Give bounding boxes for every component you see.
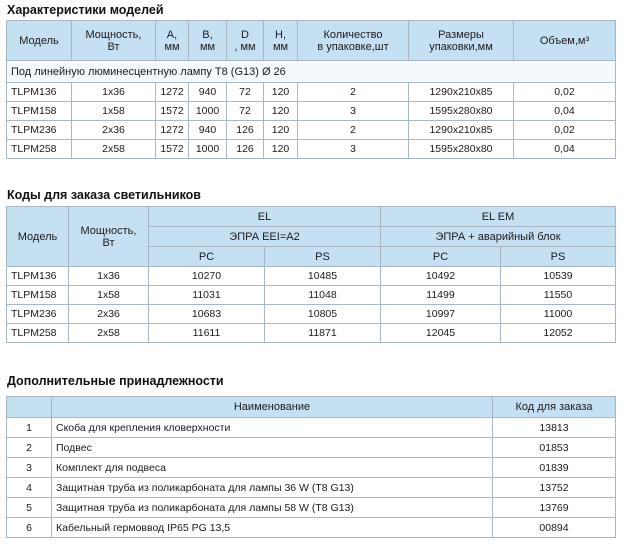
col-d-header: D , мм [227,21,264,61]
order-codes-section-title: Коды для заказа светильников [7,188,201,202]
col-model-header: Модель [7,207,69,267]
col-name-header: Наименование [52,397,493,418]
table-row: 3 Комплект для подвеса 01839 [7,458,616,478]
col-h-header: H, мм [264,21,298,61]
order-codes-table [6,206,616,343]
col-dims-header: Размеры упаковки,мм [409,21,514,61]
lamp-note-row [7,61,616,83]
col-b-header: B, мм [189,21,227,61]
models-spec-table [6,20,616,159]
table-row: TLPM236 2x36 1272 940 126 120 2 1290x210x85 0,02 [7,121,616,140]
models-section-title: Характеристики моделей [7,3,164,17]
table-row: TLPM158 1x58 11031 11048 11499 11550 [7,286,616,305]
col-qty-header: Количество в упаковке,шт [298,21,409,61]
col-elem-pc-header: PC [381,247,501,267]
accessories-table [6,396,616,538]
models-header-row [7,21,616,61]
col-el-pc-header: PC [149,247,265,267]
col-el-ps-header: PS [265,247,381,267]
col-model-header: Модель [7,21,72,61]
group-elem-header: EL EM [381,207,616,227]
ballast-el-header: ЭПРА EEI=A2 [149,227,381,247]
col-code-header: Код для заказа [493,397,616,418]
ballast-elem-header: ЭПРА + аварийный блок [381,227,616,247]
table-row: TLPM136 1x36 1272 940 72 120 2 1290x210x85 0,02 [7,83,616,102]
codes-header-row-1 [7,207,616,227]
col-a-header: A, мм [156,21,189,61]
table-row: 6 Кабельный гермоввод IP65 PG 13,5 00894 [7,518,616,538]
table-row: TLPM236 2x36 10683 10805 10997 11000 [7,305,616,324]
table-row: TLPM158 1x58 1572 1000 72 120 3 1595x280x80 0,04 [7,102,616,121]
lamp-note: Под линейную люминесцентную лампу T8 (G13) Ø 26 [7,61,616,83]
table-row: TLPM258 2x58 11611 11871 12045 12052 [7,324,616,343]
col-power-header: Мощность, Вт [69,207,149,267]
col-elem-ps-header: PS [501,247,616,267]
table-row: TLPM136 1x36 10270 10485 10492 10539 [7,267,616,286]
group-el-header: EL [149,207,381,227]
table-row: 1 Скоба для крепления кловерхности 13813 [7,418,616,438]
table-row: 2 Подвес 01853 [7,438,616,458]
col-power-header: Мощность, Вт [72,21,156,61]
table-row: 4 Защитная труба из поликарбоната для лампы 36 W (T8 G13) 13752 [7,478,616,498]
accessories-section-title: Дополнительные принадлежности [7,374,224,388]
col-number-header [7,397,52,418]
accessories-header-row [7,397,616,418]
col-volume-header: Объем,м³ [514,21,616,61]
table-row: 5 Защитная труба из поликарбоната для лампы 58 W (T8 G13) 13769 [7,498,616,518]
table-row: TLPM258 2x58 1572 1000 126 120 3 1595x280x80 0,04 [7,140,616,159]
